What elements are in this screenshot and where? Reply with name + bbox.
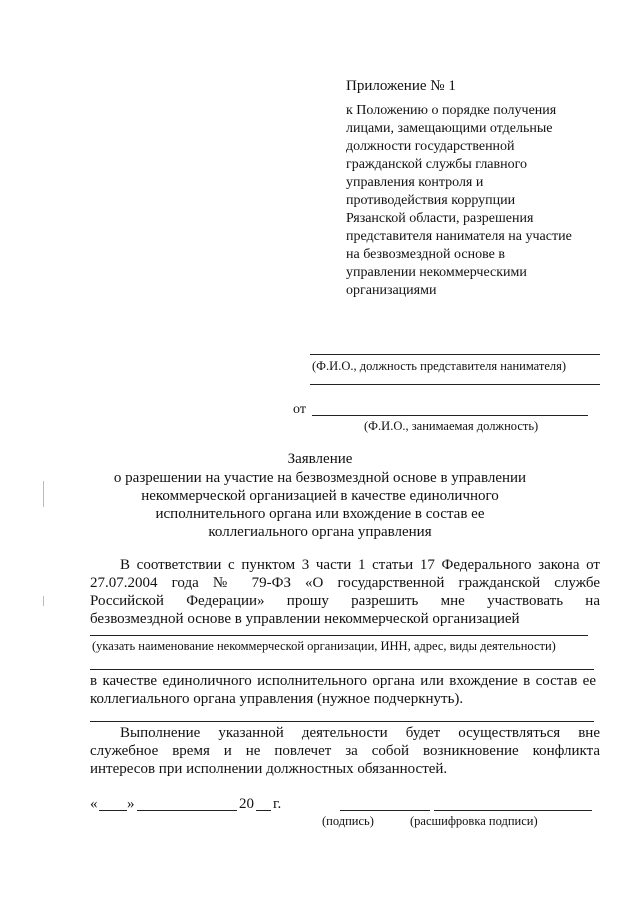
org-caption: (указать наименование некоммерческой организации, ИНН, адрес, виды деятельности) xyxy=(92,639,556,653)
body-line: Выполнение указанной деятельности будет осуществляться вне xyxy=(120,725,600,741)
statement-title-line: некоммерческой организацией в качестве единоличного xyxy=(141,488,499,504)
appendix-subtitle-line: управления контроля и xyxy=(346,175,484,190)
date-year-line xyxy=(256,810,271,811)
date-month-line xyxy=(137,810,237,811)
employee-caption: (Ф.И.О., занимаемая должность) xyxy=(364,419,539,433)
body-line: служебное время и не повлечет за собой возникновение конфликта xyxy=(90,743,600,759)
employer-name-line xyxy=(310,354,600,355)
date-year-prefix: 20 xyxy=(239,796,254,812)
appendix-subtitle xyxy=(346,102,572,300)
appendix-subtitle-line: Рязанской области, разрешения xyxy=(346,211,534,226)
statement-title-line: коллегиального органа управления xyxy=(208,524,432,540)
employer-caption: (Ф.И.О., должность представителя нанимателя) xyxy=(312,359,567,373)
appendix-subtitle-line: управлении некоммерческими xyxy=(346,265,527,280)
date-close-quote: » xyxy=(127,796,135,812)
signature-decode-caption: (расшифровка подписи) xyxy=(410,814,538,828)
statement-heading: Заявление xyxy=(287,451,353,467)
statement-title-line: о разрешении на участие на безвозмездной основе в управлении xyxy=(113,470,527,486)
from-label: от xyxy=(293,402,306,417)
appendix-subtitle-line: гражданской службы главного xyxy=(346,157,528,172)
employer-name-line-2 xyxy=(310,384,600,385)
body-paragraph-2 xyxy=(90,672,596,708)
signature-decode-line xyxy=(434,810,592,811)
appendix-title: Приложение № 1 xyxy=(346,78,456,94)
separator-line xyxy=(90,721,594,722)
signature-line xyxy=(340,810,430,811)
body-line: в качестве единоличного исполнительного органа или вхождение в состав ее xyxy=(90,673,596,689)
statement-title xyxy=(100,469,540,541)
body-line: В соответствии с пунктом 3 части 1 статьи 17 Федерального закона от xyxy=(120,557,600,573)
body-paragraph-3 xyxy=(90,724,600,778)
statement-title-line: исполнительного органа или вхождение в состав ее xyxy=(155,506,485,522)
appendix-subtitle-line: должности государственной xyxy=(346,139,515,154)
date-year-suffix: г. xyxy=(273,796,282,812)
date-open-quote: « xyxy=(90,796,98,812)
appendix-subtitle-line: лицами, замещающими отдельные xyxy=(346,121,553,136)
appendix-subtitle-line: организациями xyxy=(346,283,437,298)
body-line: интересов при исполнении должностных обязанностей. xyxy=(90,761,448,777)
employee-name-line xyxy=(312,415,588,416)
appendix-subtitle-line: противодействия коррупции xyxy=(346,193,516,208)
signature-caption: (подпись) xyxy=(322,814,374,828)
appendix-subtitle-line: представителя нанимателя на участие xyxy=(346,229,572,244)
appendix-subtitle-line: к Положению о порядке получения xyxy=(346,103,557,118)
body-line: Российской Федерации» прошу разрешить мне участвовать на xyxy=(90,593,600,609)
body-line: безвозмездной основе в управлении некоммерческой организацией xyxy=(90,611,520,627)
date-day-line xyxy=(99,810,127,811)
org-name-line xyxy=(90,635,588,636)
body-paragraph-1 xyxy=(90,556,600,628)
org-details-line xyxy=(90,669,594,670)
appendix-subtitle-line: на безвозмездной основе в xyxy=(346,247,505,262)
scan-artifact-1 xyxy=(43,481,44,507)
body-line: коллегиального органа управления (нужное подчеркнуть). xyxy=(90,691,464,707)
scan-artifact-2 xyxy=(43,596,44,606)
body-line: 27.07.2004 года № 79-ФЗ «О государственной гражданской службе xyxy=(90,575,600,591)
